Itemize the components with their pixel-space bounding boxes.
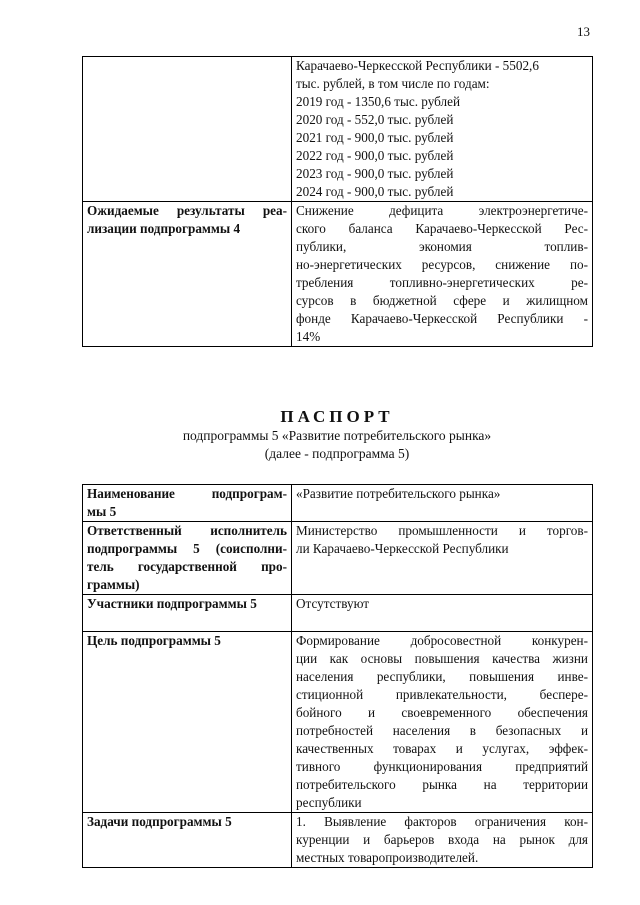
passport-heading <box>82 407 592 463</box>
financing-line: Карачаево-Черкесской Республики - 5502,6 <box>296 58 539 73</box>
results-value-line: публики, экономия топлив- <box>296 239 588 254</box>
results-value-line: но-энергетических ресурсов, снижение по- <box>296 257 588 272</box>
financing-line: 2022 год - 900,0 тыс. рублей <box>296 148 454 163</box>
table-row <box>83 485 593 522</box>
results-label-cell <box>83 202 292 347</box>
financing-line: 2019 год - 1350,6 тыс. рублей <box>296 94 461 109</box>
passport-table <box>82 484 593 868</box>
financing-line: 2021 год - 900,0 тыс. рублей <box>296 130 454 145</box>
financing-value-cell <box>292 57 593 202</box>
label-line: подпрограммы 5 (соисполни- <box>87 541 287 556</box>
value-line: тивного функционирования предприятий <box>296 759 588 774</box>
results-label-line: Ожидаемые результаты реа- <box>87 203 287 218</box>
passport-subtitle: подпрограммы 5 «Развитие потребительского рынка» <box>182 428 492 443</box>
value-line: бойного и своевременного обеспечения <box>296 705 588 720</box>
results-value-line: 14% <box>296 329 321 344</box>
table-row <box>83 522 593 595</box>
value-line: стиционной привлекательности, беспере- <box>296 687 588 702</box>
financing-line: 2023 год - 900,0 тыс. рублей <box>296 166 454 181</box>
financing-line: 2020 год - 552,0 тыс. рублей <box>296 112 454 127</box>
value-line: Отсутствуют <box>296 596 370 611</box>
value-line: ли Карачаево-Черкесской Республики <box>296 541 509 556</box>
label-line: Цель подпрограммы 5 <box>87 633 221 648</box>
value-line: куренции и барьеров входа на рынок для <box>296 832 588 847</box>
financing-line: тыс. рублей, в том числе по годам: <box>296 76 490 91</box>
results-label-line: лизации подпрограммы 4 <box>87 221 241 236</box>
label-line: Ответственный исполнитель <box>87 523 287 538</box>
label-line: Задачи подпрограммы 5 <box>87 814 232 829</box>
value-line: качественных товарах и услугах, эффек- <box>296 741 588 756</box>
executor-label-cell <box>83 522 292 595</box>
results-value-line: ского баланса Карачаево-Черкесской Рес- <box>296 221 588 236</box>
results-value-line: Снижение дефицита электроэнергетиче- <box>296 203 588 218</box>
name-label-cell <box>83 485 292 522</box>
executor-value-cell <box>292 522 593 595</box>
label-line: Участники подпрограммы 5 <box>87 596 257 611</box>
table-row <box>83 632 593 813</box>
goal-label-cell <box>83 632 292 813</box>
value-line: потребностей населения в безопасных и <box>296 723 588 738</box>
participants-value-cell <box>292 595 593 632</box>
results-value-line: требления топливно-энергетических ре- <box>296 275 588 290</box>
page-number: 13 <box>577 24 590 39</box>
value-line: местных товаропроизводителей. <box>296 850 479 865</box>
passport-note: (далее - подпрограмма 5) <box>264 446 410 461</box>
label-line: мы 5 <box>87 504 117 519</box>
value-line: республики <box>296 795 362 810</box>
tasks-value-cell <box>292 813 593 868</box>
top-table <box>82 56 593 347</box>
participants-label-cell <box>83 595 292 632</box>
passport-title: ПАСПОРТ <box>280 407 394 426</box>
value-line: Министерство промышленности и торгов- <box>296 523 588 538</box>
financing-line: 2024 год - 900,0 тыс. рублей <box>296 184 454 199</box>
label-line: Наименование подпрограм- <box>87 486 287 501</box>
goal-value-cell <box>292 632 593 813</box>
value-line: населения республики, повышения инве- <box>296 669 588 684</box>
value-line: Формирование добросовестной конкурен- <box>296 633 588 648</box>
tasks-label-cell <box>83 813 292 868</box>
value-line: потребительского рынка на территории <box>296 777 588 792</box>
value-line: ции как основы повышения качества жизни <box>296 651 588 666</box>
table-row <box>83 813 593 868</box>
value-line: «Развитие потребительского рынка» <box>296 486 501 501</box>
label-line: граммы) <box>87 577 140 592</box>
results-row <box>83 202 593 347</box>
results-value-line: фонде Карачаево-Черкесской Республики - <box>296 311 588 326</box>
label-line: тель государственной про- <box>87 559 287 574</box>
name-value-cell <box>292 485 593 522</box>
table-row <box>83 595 593 632</box>
financing-row <box>83 57 593 202</box>
results-value-line: сурсов в бюджетной сфере и жилищном <box>296 293 588 308</box>
financing-label-cell <box>83 57 292 202</box>
value-line: 1. Выявление факторов ограничения кон- <box>296 814 588 829</box>
results-value-cell <box>292 202 593 347</box>
